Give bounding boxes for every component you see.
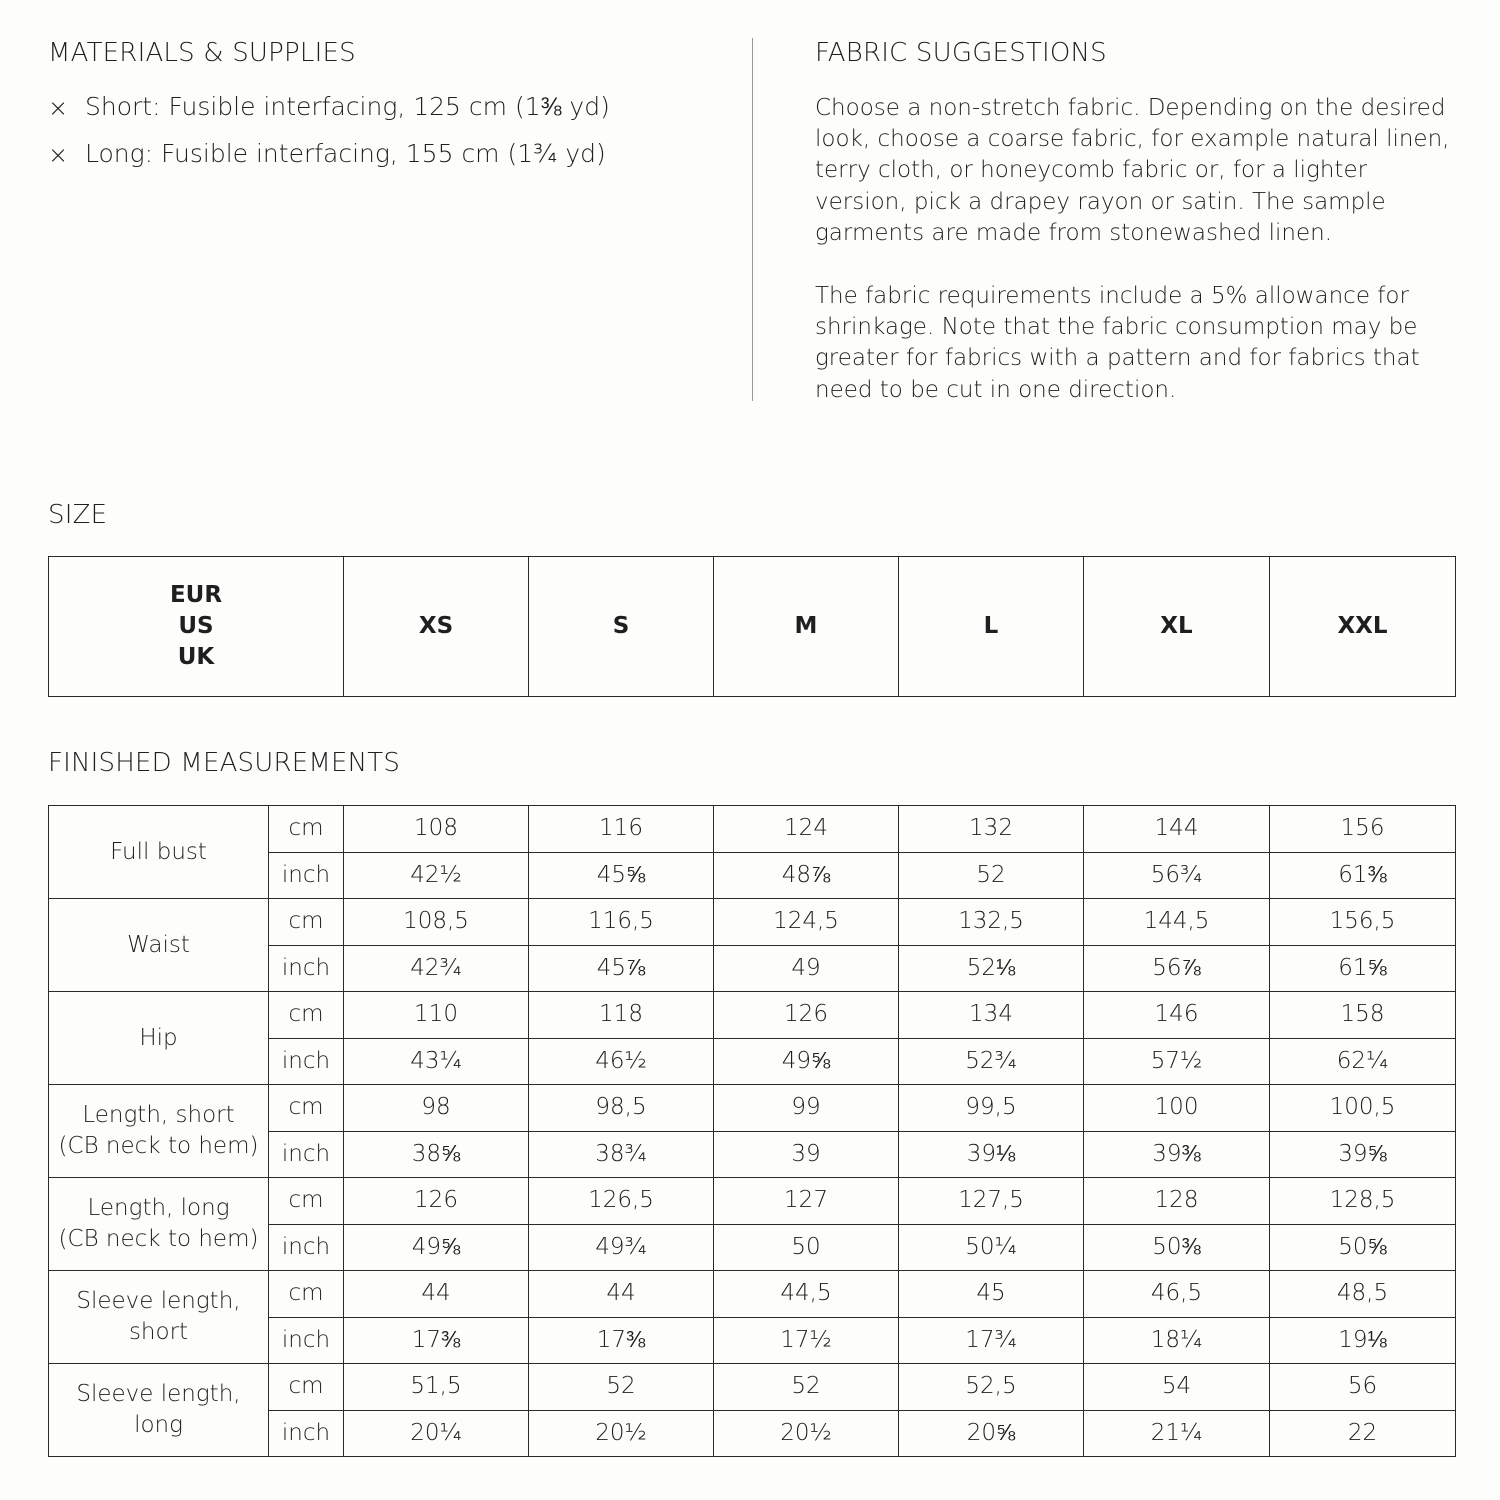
- column-divider: [752, 38, 753, 401]
- measurement-value-cell: 56¾: [1084, 852, 1270, 899]
- table-row: [49, 1178, 1456, 1225]
- measurement-value-cell: 62¼: [1270, 1038, 1456, 1085]
- size-cell: XL: [1084, 557, 1270, 697]
- measurement-value-cell: 52: [529, 1364, 714, 1411]
- measurement-value-cell: 56: [1270, 1364, 1456, 1411]
- measurement-value-cell: 45: [899, 1271, 1084, 1318]
- size-cell: S: [529, 557, 714, 697]
- measurement-value-cell: 45⅞: [529, 945, 714, 992]
- measurement-value-cell: 17½: [714, 1317, 899, 1364]
- measurement-value-cell: 108,5: [344, 899, 529, 946]
- measurement-value-cell: 56⅞: [1084, 945, 1270, 992]
- measurement-value-cell: 146: [1084, 992, 1270, 1039]
- measurement-value-cell: 38⅝: [344, 1131, 529, 1178]
- material-text: Short: Fusible interfacing, 125 cm (1⅜ yd): [85, 92, 610, 121]
- size-cell: XXL: [1270, 557, 1456, 697]
- measurement-value-cell: 44: [344, 1271, 529, 1318]
- measurement-value-cell: 38¾: [529, 1131, 714, 1178]
- measurement-value-cell: 17⅜: [344, 1317, 529, 1364]
- measurement-value-cell: 46½: [529, 1038, 714, 1085]
- measurement-value-cell: 126: [714, 992, 899, 1039]
- measurement-value-cell: 46,5: [1084, 1271, 1270, 1318]
- measurement-value-cell: 39⅜: [1084, 1131, 1270, 1178]
- fabric-heading: FABRIC SUGGESTIONS: [815, 38, 1107, 68]
- measurement-value-cell: 61⅜: [1270, 852, 1456, 899]
- unit-cell: cm: [269, 1178, 344, 1225]
- measurement-value-cell: 126: [344, 1178, 529, 1225]
- measurement-value-cell: 18¼: [1084, 1317, 1270, 1364]
- measurement-label-line: long: [134, 1412, 183, 1438]
- measurement-label: [49, 806, 269, 899]
- measurement-value-cell: 20¼: [344, 1410, 529, 1457]
- measurement-value-cell: 100: [1084, 1085, 1270, 1132]
- measurement-value-cell: 99: [714, 1085, 899, 1132]
- measurement-value-cell: 42½: [344, 852, 529, 899]
- size-system-label: EUR: [169, 582, 223, 608]
- measurement-value-cell: 39⅛: [899, 1131, 1084, 1178]
- measurement-value-cell: 17⅜: [529, 1317, 714, 1364]
- measurement-value-cell: 19⅛: [1270, 1317, 1456, 1364]
- measurement-label-line: (CB neck to hem): [58, 1226, 259, 1252]
- measurement-label: [49, 1364, 269, 1457]
- measurements-heading: FINISHED MEASUREMENTS: [48, 748, 401, 778]
- measurement-label: [49, 1271, 269, 1364]
- measurement-value-cell: 110: [344, 992, 529, 1039]
- table-row: [49, 1364, 1456, 1411]
- measurement-value-cell: 128: [1084, 1178, 1270, 1225]
- unit-cell: inch: [269, 852, 344, 899]
- measurement-value-cell: 132: [899, 806, 1084, 853]
- size-cell: M: [714, 557, 899, 697]
- measurement-value-cell: 50: [714, 1224, 899, 1271]
- size-system-cell: [49, 557, 344, 697]
- measurement-value-cell: 21¼: [1084, 1410, 1270, 1457]
- measurement-label-line: (CB neck to hem): [58, 1133, 259, 1159]
- measurement-value-cell: 98,5: [529, 1085, 714, 1132]
- size-cell: XS: [344, 557, 529, 697]
- materials-heading: MATERIALS & SUPPLIES: [48, 38, 356, 68]
- measurement-value-cell: 20½: [529, 1410, 714, 1457]
- measurement-value-cell: 124,5: [714, 899, 899, 946]
- measurement-value-cell: 52: [899, 852, 1084, 899]
- measurement-value-cell: 51,5: [344, 1364, 529, 1411]
- measurement-value-cell: 20⅝: [899, 1410, 1084, 1457]
- measurement-value-cell: 57½: [1084, 1038, 1270, 1085]
- table-row: [49, 992, 1456, 1039]
- measurement-value-cell: 45⅝: [529, 852, 714, 899]
- list-item: [48, 90, 728, 137]
- measurement-label-line: Sleeve length,: [76, 1381, 241, 1407]
- unit-cell: inch: [269, 945, 344, 992]
- measurement-value-cell: 44,5: [714, 1271, 899, 1318]
- measurement-value-cell: 48⅞: [714, 852, 899, 899]
- size-heading: SIZE: [48, 500, 108, 530]
- measurement-value-cell: 48,5: [1270, 1271, 1456, 1318]
- measurement-label: [49, 1178, 269, 1271]
- measurement-value-cell: 52⅛: [899, 945, 1084, 992]
- material-text: Long: Fusible interfacing, 155 cm (1¾ yd): [85, 139, 606, 168]
- measurement-value-cell: 20½: [714, 1410, 899, 1457]
- unit-cell: inch: [269, 1131, 344, 1178]
- unit-cell: inch: [269, 1317, 344, 1364]
- measurement-value-cell: 52: [714, 1364, 899, 1411]
- unit-cell: cm: [269, 1364, 344, 1411]
- measurement-value-cell: 49¾: [529, 1224, 714, 1271]
- unit-cell: inch: [269, 1410, 344, 1457]
- measurement-value-cell: 128,5: [1270, 1178, 1456, 1225]
- measurement-value-cell: 144: [1084, 806, 1270, 853]
- table-row: [49, 557, 1456, 697]
- size-table: [48, 556, 1456, 697]
- size-system-label: UK: [177, 644, 215, 670]
- measurement-value-cell: 52¾: [899, 1038, 1084, 1085]
- measurement-value-cell: 126,5: [529, 1178, 714, 1225]
- measurement-label: [49, 899, 269, 992]
- measurement-value-cell: 158: [1270, 992, 1456, 1039]
- unit-cell: cm: [269, 1271, 344, 1318]
- measurement-value-cell: 134: [899, 992, 1084, 1039]
- measurement-value-cell: 17¾: [899, 1317, 1084, 1364]
- measurement-value-cell: 132,5: [899, 899, 1084, 946]
- fabric-paragraph-2: The fabric requirements include a 5% allowance for shrinkage. Note that the fabric consumption may be greater for fabrics with a pattern and for fabrics that need to be cut in one direction.: [815, 283, 1420, 403]
- measurement-value-cell: 127: [714, 1178, 899, 1225]
- measurement-value-cell: 98: [344, 1085, 529, 1132]
- measurement-value-cell: 124: [714, 806, 899, 853]
- measurement-label: [49, 1085, 269, 1178]
- measurement-label-line: Length, short: [82, 1102, 235, 1128]
- measurement-value-cell: 118: [529, 992, 714, 1039]
- measurement-value-cell: 156,5: [1270, 899, 1456, 946]
- measurement-value-cell: 42¾: [344, 945, 529, 992]
- measurement-value-cell: 44: [529, 1271, 714, 1318]
- measurement-label-line: short: [128, 1319, 189, 1345]
- measurement-value-cell: 61⅝: [1270, 945, 1456, 992]
- cross-bullet-icon: ×: [48, 141, 69, 169]
- cross-bullet-icon: ×: [48, 94, 69, 122]
- table-row: [49, 1085, 1456, 1132]
- measurement-value-cell: 54: [1084, 1364, 1270, 1411]
- measurement-value-cell: 116: [529, 806, 714, 853]
- unit-cell: cm: [269, 992, 344, 1039]
- measurement-value-cell: 127,5: [899, 1178, 1084, 1225]
- list-item: [48, 137, 728, 184]
- measurement-value-cell: 49⅝: [714, 1038, 899, 1085]
- table-row: [49, 806, 1456, 853]
- measurements-table: [48, 805, 1456, 1457]
- measurement-label: [49, 992, 269, 1085]
- measurement-value-cell: 22: [1270, 1410, 1456, 1457]
- size-system-label: US: [178, 613, 214, 639]
- unit-cell: cm: [269, 899, 344, 946]
- measurement-value-cell: 49: [714, 945, 899, 992]
- measurement-value-cell: 43¼: [344, 1038, 529, 1085]
- measurement-label-line: Sleeve length,: [76, 1288, 241, 1314]
- measurement-value-cell: 39⅝: [1270, 1131, 1456, 1178]
- fabric-paragraph-1: Choose a non-stretch fabric. Depending on the desired look, choose a coarse fabric, for example natural linen, terry cloth, or honeycomb fabric or, for a lighter version, pick a drapey rayon or satin. The sample garments are made from stonewashed linen.: [815, 95, 1450, 246]
- measurement-value-cell: 52,5: [899, 1364, 1084, 1411]
- measurement-value-cell: 100,5: [1270, 1085, 1456, 1132]
- measurement-label-line: Full bust: [110, 838, 207, 865]
- unit-cell: inch: [269, 1224, 344, 1271]
- measurement-label-line: Waist: [127, 931, 190, 958]
- table-row: [49, 1271, 1456, 1318]
- measurement-value-cell: 50⅜: [1084, 1224, 1270, 1271]
- unit-cell: cm: [269, 806, 344, 853]
- size-cell: L: [899, 557, 1084, 697]
- measurement-value-cell: 50¼: [899, 1224, 1084, 1271]
- measurement-value-cell: 144,5: [1084, 899, 1270, 946]
- unit-cell: inch: [269, 1038, 344, 1085]
- measurement-value-cell: 156: [1270, 806, 1456, 853]
- measurement-value-cell: 99,5: [899, 1085, 1084, 1132]
- unit-cell: cm: [269, 1085, 344, 1132]
- measurement-value-cell: 39: [714, 1131, 899, 1178]
- table-row: [49, 899, 1456, 946]
- measurement-label-line: Hip: [139, 1024, 178, 1051]
- measurement-value-cell: 108: [344, 806, 529, 853]
- measurement-value-cell: 50⅝: [1270, 1224, 1456, 1271]
- measurement-value-cell: 116,5: [529, 899, 714, 946]
- measurement-label-line: Length, long: [87, 1195, 230, 1221]
- measurement-value-cell: 49⅝: [344, 1224, 529, 1271]
- materials-list: [48, 90, 728, 184]
